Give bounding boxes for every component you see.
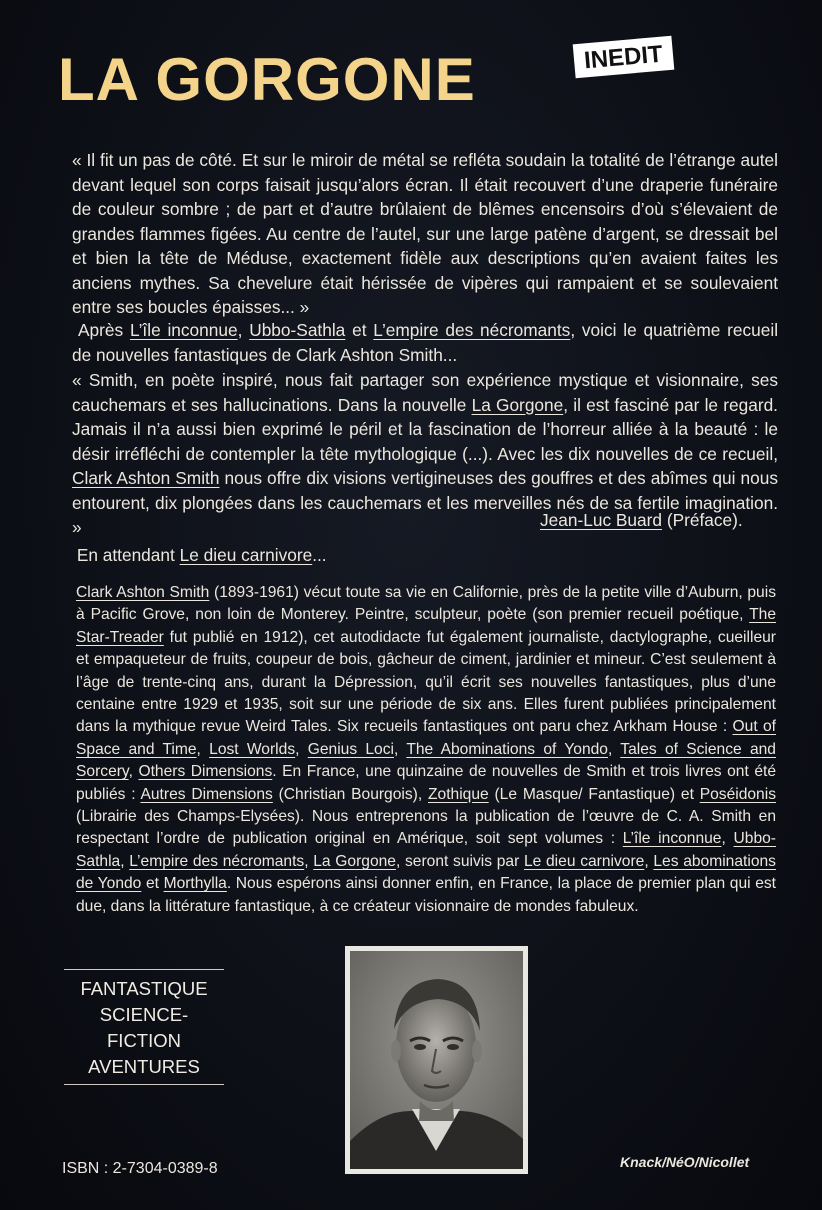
signature-name: Jean-Luc Buard (540, 510, 663, 530)
author-photo (345, 946, 528, 1174)
preface-part: nous offre dix visions vertigineuses des gouffres et des abîmes qui nous entourent, dix plongées dans les cauchemars et les merveilles nés de sa fertile imagination. » (72, 468, 778, 537)
preface-title-link: La Gorgone (471, 394, 564, 415)
intro-sep: et (345, 320, 374, 340)
bio-link: Lost Worlds (209, 740, 296, 758)
bio-text: , (644, 852, 654, 870)
preface-signature (540, 510, 743, 531)
bio-link: Zothique (428, 785, 489, 803)
preface-author-link: Clark Ashton Smith (72, 468, 220, 488)
bio-link: L’empire des nécromants (129, 852, 305, 870)
bio-text: , (394, 740, 407, 758)
publisher-name: Knack/NéO/Nicollet (620, 1154, 750, 1170)
bio-link: Morthylla (163, 875, 227, 893)
bio-text: (Librairie des Champs-Elysées). Nous entreprenons la publication de l’œuvre de C. A. Smith en respectant l’ordre de publication original en Amérique, soit sept volumes : (76, 808, 776, 848)
bio-link: La Gorgone (313, 852, 396, 870)
intro-sep: , (237, 320, 250, 340)
book-link-ile-inconnue: L’île inconnue (129, 320, 238, 340)
genre-box (64, 969, 224, 1085)
bio-link: Autres Dimensions (140, 785, 273, 803)
author-biography (76, 582, 776, 918)
bio-text: . Nous espérons ainsi donner enfin, en France, la place de premier plan qui est due, dans la littérature fantastique, à ce créateur visionnaire de mondes fabuleux. (76, 875, 777, 915)
bio-link: Ubbo-Sathla (76, 830, 777, 870)
bio-link: Tales of Science and Sorcery (76, 740, 776, 781)
bio-text: (1893-1961) vécut toute sa vie en Californie, près de la petite ville d’Auburn, puis à Pacific Grove, non loin de Monterey. Peintre, sculpteur, poète (son premier recueil poétique, (76, 584, 776, 624)
awaiting-suffix: ... (312, 545, 327, 565)
bio-link: Out of Space and Time (76, 718, 776, 758)
intro-paragraph (72, 318, 778, 367)
awaiting-prefix: En attendant (76, 545, 180, 565)
bio-text: , (295, 740, 308, 758)
book-link-empire-necromants: L’empire des nécromants (373, 320, 571, 340)
signature-role: (Préface). (662, 510, 743, 530)
bio-link: The Abominations of Yondo (406, 740, 608, 758)
bio-link: Genius Loci (307, 740, 394, 758)
bio-text: , (196, 740, 210, 758)
bio-text: , seront suivis par (395, 852, 524, 870)
bio-text: , (120, 852, 130, 870)
bio-link: Others Dimensions (138, 763, 273, 781)
bio-text: (Le Masque/ Fantastique) et (488, 785, 700, 803)
opening-quote: « Il fit un pas de côté. Et sur le miroir de métal se refléta soudain la totalité de l’étrange autel devant lequel son corps faisait jusqu’alors écran. Il était recouvert d’une draperie funéraire de couleur sombre ; de part et d’autre brûlaient de blêmes encensoirs d’où s’élevaient de grandes flammes figées. Au centre de l’autel, sur une large patène d’argent, se dressait bel et bien la tête de Méduse, exactement fidèle aux descriptions qu’en avaient faites les anciens mythes. Sa chevelure était hérissée de vipères qui rampaient et se soulevaient entre ses boucles épaisses... » (72, 150, 778, 317)
book-title: LA GORGONE (58, 46, 476, 113)
book-link-dieu-carnivore: Le dieu carnivore (179, 545, 313, 565)
author-portrait-image (350, 951, 523, 1169)
bio-text: fut publié en 1912), cet autodidacte fut également journaliste, dactylographe, cueilleur et empaqueteur de fruits, coupeur de bois, gâcheur de ciment, jardinier et mineur. C’est seulement à l’âge de trente-cinq ans, durant la Dépression, qu’il écrit ses nouvelles fantastiques, plus d’une centaine entre 1929 et 1935, soit sur une période de six ans. Elles furent publiées principalement dans la mythique revue Weird Tales. Six recueils fantastiques ont paru chez Arkham House : (76, 628, 776, 736)
genre-science-fiction: SCIENCE-FICTION (99, 1004, 189, 1051)
bio-text: . En France, une quinzaine de nouvelles de Smith et trois livres ont été publiés : (76, 763, 777, 803)
bio-text: , (607, 740, 621, 758)
bio-text: , (304, 852, 314, 870)
intro-suffix: , voici le quatrième recueil de nouvelles fantastiques de Clark Ashton Smith... (72, 320, 779, 365)
genre-aventures: AVENTURES (88, 1056, 200, 1077)
bio-link: The Star-Treader (76, 606, 776, 646)
inedit-badge: INEDIT (573, 36, 674, 78)
preface-part: , il est fasciné par le regard. Jamais il n’a aussi bien exprimé le péril et la fascination de l’horreur alliée à la beauté : le désir irréfléchi de contempler la tête mythologique (...). Avec les dix nouvelles de ce recueil, (72, 394, 778, 464)
bio-link: Poséidonis (699, 785, 776, 803)
isbn-number: ISBN : 2-7304-0389-8 (62, 1160, 218, 1177)
book-link-ubbo-sathla: Ubbo-Sathla (249, 320, 346, 340)
bio-link: Le dieu carnivore (523, 852, 645, 870)
preface-part: « Smith, en poète inspiré, nous fait partager son expérience mystique et visionnaire, ses cauchemars et ses hallucinations. Dans la nouvelle (72, 370, 778, 415)
bio-text: , (128, 763, 139, 781)
intro-prefix: Après (78, 320, 130, 340)
genre-fantastique: FANTASTIQUE (80, 978, 208, 999)
bio-link: Clark Ashton Smith (76, 584, 210, 601)
bio-link: L’île inconnue (622, 830, 722, 848)
bio-text: (Christian Bourgois), (272, 785, 428, 803)
bio-text: , (721, 830, 734, 848)
bio-link: Les abominations de Yondo (76, 852, 776, 893)
awaiting-line (72, 543, 778, 568)
bio-text: et (141, 875, 164, 893)
